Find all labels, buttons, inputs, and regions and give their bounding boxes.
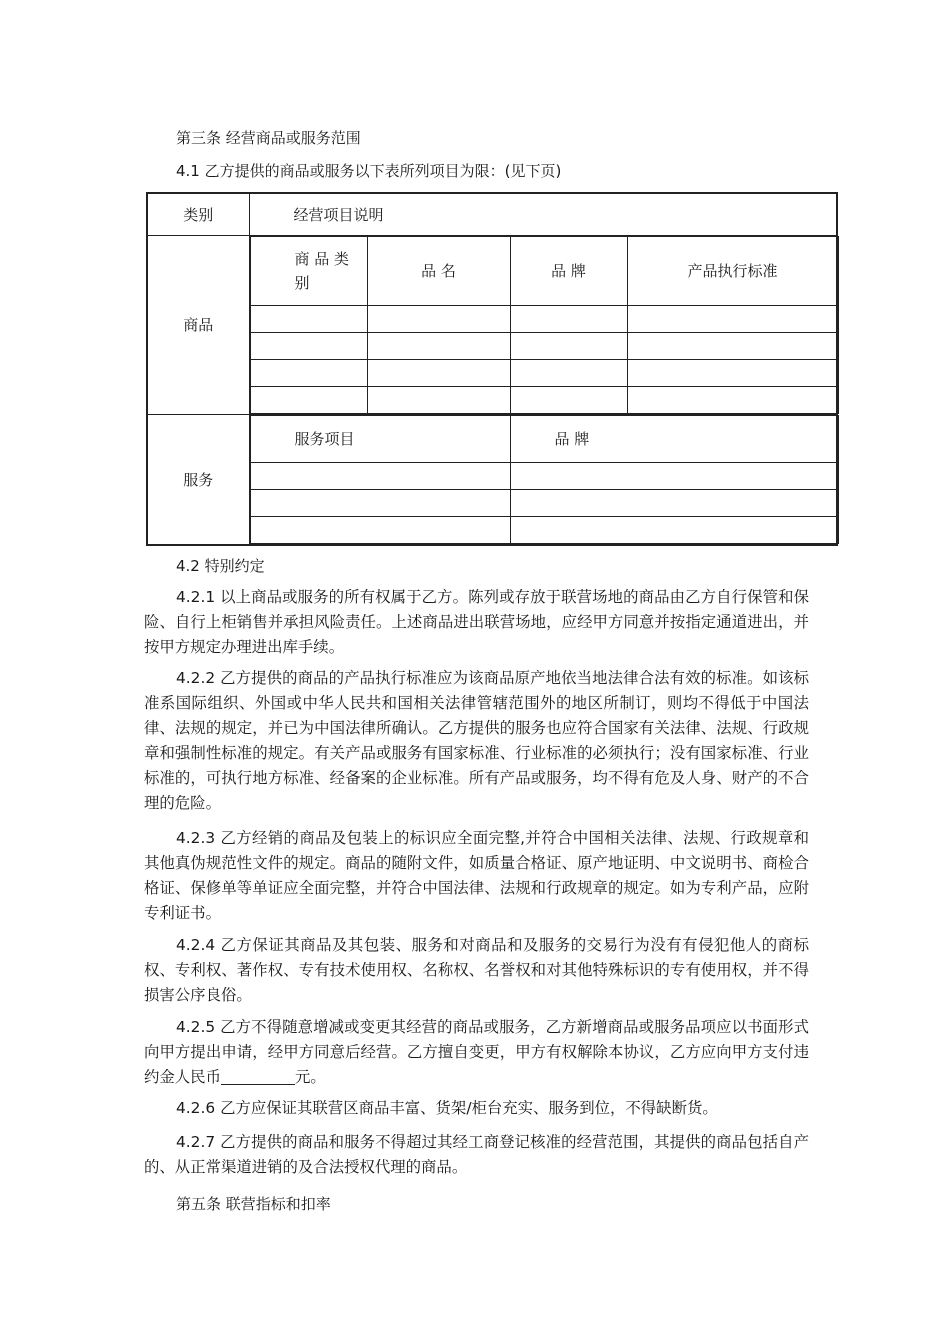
goods-row-3 [250, 359, 838, 386]
goods-subheader-type [250, 236, 367, 305]
goods-cell [250, 386, 367, 413]
clause-4-2-3 [144, 826, 809, 926]
goods-section [147, 235, 837, 414]
goods-cell [627, 386, 838, 413]
business-scope-table [146, 192, 838, 546]
goods-subheader-name: 品 名 [367, 236, 510, 305]
clause-4-1: 4.1 乙方提供的商品或服务以下表所列项目为限：(见下页) [176, 162, 562, 180]
goods-cell [627, 332, 838, 359]
clause-4-2-3-id: 4.2.3 [176, 829, 216, 847]
services-row-2 [250, 489, 838, 516]
article-5-heading: 第五条 联营指标和扣率 [176, 1195, 331, 1213]
clause-4-2-6-id: 4.2.6 [176, 1099, 216, 1117]
goods-cell [367, 305, 510, 332]
goods-subheader-standard: 产品执行标准 [627, 236, 838, 305]
clause-4-2: 4.2 特别约定 [176, 557, 265, 575]
services-subheader-row [250, 415, 838, 462]
services-subheader-item: 服务项目 [250, 415, 510, 462]
goods-cell [510, 359, 627, 386]
clause-4-2-5-text: 乙方不得随意增减或变更其经营的商品或服务，乙方新增商品或服务品项应以书面形式向甲方提出申请，经甲方同意后经营。乙方擅自变更，甲方有权解除本协议，乙方应向甲方支付违约金人民币 [144, 1018, 809, 1086]
clause-4-2-2 [144, 666, 809, 816]
services-label: 服务 [147, 414, 249, 545]
services-row-3 [250, 516, 838, 543]
goods-cell [627, 359, 838, 386]
goods-cell [510, 386, 627, 413]
goods-row-2 [250, 332, 838, 359]
services-subtable [250, 415, 839, 544]
goods-subheader-row [250, 236, 838, 305]
header-category: 类别 [147, 193, 249, 235]
clause-4-2-1 [144, 585, 809, 660]
goods-subtable-cell [249, 235, 837, 414]
clause-4-2-4-id: 4.2.4 [176, 936, 216, 954]
goods-row-4 [250, 386, 838, 413]
goods-subheader-type-text: 商 品 类 别 [294, 249, 350, 292]
goods-cell [250, 359, 367, 386]
goods-cell [250, 305, 367, 332]
goods-row-1 [250, 305, 838, 332]
clause-4-2-5-id: 4.2.5 [176, 1018, 216, 1036]
goods-cell [367, 332, 510, 359]
goods-label: 商品 [147, 235, 249, 414]
services-cell [510, 516, 838, 543]
table-header-row [147, 193, 837, 235]
article-3-heading: 第三条 经营商品或服务范围 [176, 129, 361, 147]
header-description: 经营项目说明 [249, 193, 837, 235]
services-cell [250, 462, 510, 489]
goods-cell [367, 386, 510, 413]
goods-cell [510, 305, 627, 332]
services-section [147, 414, 837, 545]
services-cell [250, 489, 510, 516]
services-cell [510, 462, 838, 489]
goods-cell [250, 332, 367, 359]
clause-4-2-7-id: 4.2.7 [176, 1133, 216, 1151]
clause-4-2-1-text: 以上商品或服务的所有权属于乙方。陈列或存放于联营场地的商品由乙方自行保管和保险、自行上柜销售并承担风险责任。上述商品进出联营场地，应经甲方同意并按指定通道进出，并按甲方规定办理进出库手续。 [144, 588, 809, 656]
clause-4-2-2-text: 乙方提供的商品的产品执行标准应为该商品原产地依当地法律合法有效的标准。如该标准系国际组织、外国或中华人民共和国相关法律管辖范围外的地区所制订，则均不得低于中国法律、法规的规定，并已为中国法律所确认。乙方提供的服务也应符合国家有关法律、法规、行政规章和强制性标准的规定。有关产品或服务有国家标准、行业标准的必须执行；没有国家标准、行业标准的，可执行地方标准、经备案的企业标准。所有产品或服务，均不得有危及人身、财产的不合理的危险。 [144, 669, 809, 812]
services-cell [510, 489, 838, 516]
penalty-amount-blank [221, 1068, 295, 1085]
clause-4-2-5 [144, 1015, 809, 1090]
goods-cell [510, 332, 627, 359]
clause-4-2-1-id: 4.2.1 [176, 588, 216, 606]
services-cell [250, 516, 510, 543]
clause-4-2-5-suffix: 元。 [294, 1068, 326, 1086]
services-subheader-brand: 品 牌 [510, 415, 838, 462]
services-row-1 [250, 462, 838, 489]
clause-4-2-4 [144, 933, 809, 1008]
goods-subtable [250, 236, 839, 414]
clause-4-2-6 [144, 1096, 809, 1121]
clause-4-2-2-id: 4.2.2 [176, 669, 216, 687]
services-subtable-cell [249, 414, 837, 545]
goods-cell [367, 359, 510, 386]
goods-subheader-brand: 品 牌 [510, 236, 627, 305]
clause-4-2-7 [144, 1130, 809, 1180]
clause-4-2-6-text: 乙方应保证其联营区商品丰富、货架/柜台充实、服务到位，不得缺断货。 [215, 1099, 718, 1117]
clause-4-2-3-text: 乙方经销的商品及包装上的标识应全面完整,并符合中国相关法律、法规、行政规章和其他真伪规范性文件的规定。商品的随附文件，如质量合格证、原产地证明、中文说明书、商检合格证、保修单等单证应全面完整，并符合中国法律、法规和行政规章的规定。如为专利产品，应附专利证书。 [144, 829, 809, 922]
clause-4-2-7-text: 乙方提供的商品和服务不得超过其经工商登记核准的经营范围，其提供的商品包括自产的、从正常渠道进销的及合法授权代理的商品。 [144, 1133, 809, 1176]
goods-cell [627, 305, 838, 332]
clause-4-2-4-text: 乙方保证其商品及其包装、服务和对商品和及服务的交易行为没有有侵犯他人的商标权、专利权、著作权、专有技术使用权、名称权、名誉权和对其他特殊标识的专有使用权，并不得损害公序良俗。 [144, 936, 809, 1004]
